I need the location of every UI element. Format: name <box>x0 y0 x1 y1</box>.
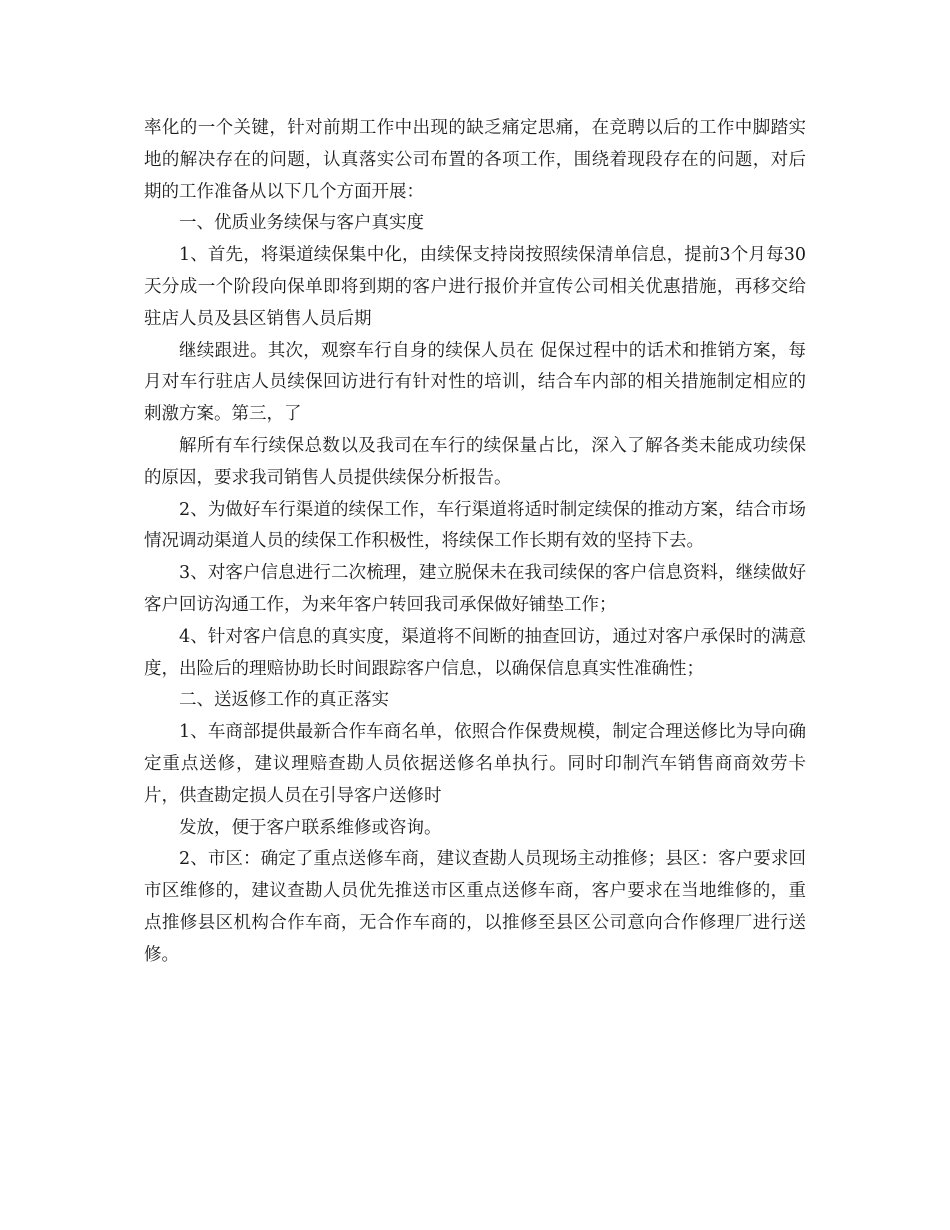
paragraph-repair-1: 1、车商部提供最新合作车商名单，依照合作保费规模，制定合理送修比为导向确定重点送修，建议理赔查勘人员依据送修名单执行。同时印制汽车销售商商效劳卡片，供查勘定损人员在引导客户送修时 <box>144 722 806 806</box>
paragraph-repair-2: 2、市区：确定了重点送修车商，建议查勘人员现场主动推修；县区：客户要求回市区维修的，建议查勘人员优先推送市区重点送修车商，客户要求在当地维修的，重点推修县区机构合作车商，无合作车商的，以推修至县区公司意向合作修理厂进行送修。 <box>144 849 806 965</box>
paragraph-renewal-2: 2、为做好车行渠道的续保工作，车行渠道将适时制定续保的推动方案，结合市场情况调动渠道人员的续保工作积极性，将续保工作长期有效的坚持下去。 <box>144 499 806 552</box>
paragraph-renewal-1: 1、首先，将渠道续保集中化，由续保支持岗按照续保清单信息，提前3个月每30天分成一个阶段向保单即将到期的客户进行报价并宣传公司相关优惠措施，再移交给驻店人员及县区销售人员后期 <box>144 245 806 329</box>
section-heading-repair: 二、送返修工作的真正落实 <box>179 690 389 711</box>
paragraph-renewal-3: 3、对客户信息进行二次梳理，建立脱保未在我司续保的客户信息资料，继续做好客户回访沟通工作，为来年客户转回我司承保做好铺垫工作； <box>144 563 806 615</box>
paragraph-renewal-4: 4、针对客户信息的真实度，渠道将不间断的抽查回访，通过对客户承保时的满意度，出险后的理赔协助长时间跟踪客户信息，以确保信息真实性准确性； <box>144 626 806 679</box>
paragraph-intro: 率化的一个关键，针对前期工作中出现的缺乏痛定思痛，在竞聘以后的工作中脚踏实地的解决存在的问题，认真落实公司布置的各项工作，围绕着现段存在的问题，对后期的工作准备从以下几个方面开展： <box>144 118 806 202</box>
paragraph-repair-1-cont: 发放，便于客户联系维修或咨询。 <box>179 817 442 838</box>
paragraph-renewal-1-cont2: 解所有车行续保总数以及我司在车行的续保量占比，深入了解各类未能成功续保的原因，要求我司销售人员提供续保分析报告。 <box>144 435 806 488</box>
paragraph-renewal-1-cont: 继续跟进。其次，观察车行自身的续保人员在 促保过程中的话术和推销方案，每月对车行驻店人员续保回访进行有针对性的培训，结合车内部的相关措施制定相应的刺激方案。第三，了 <box>144 340 806 425</box>
document-page <box>144 113 806 972</box>
section-heading-renewal: 一、优质业务续保与客户真实度 <box>179 213 424 234</box>
